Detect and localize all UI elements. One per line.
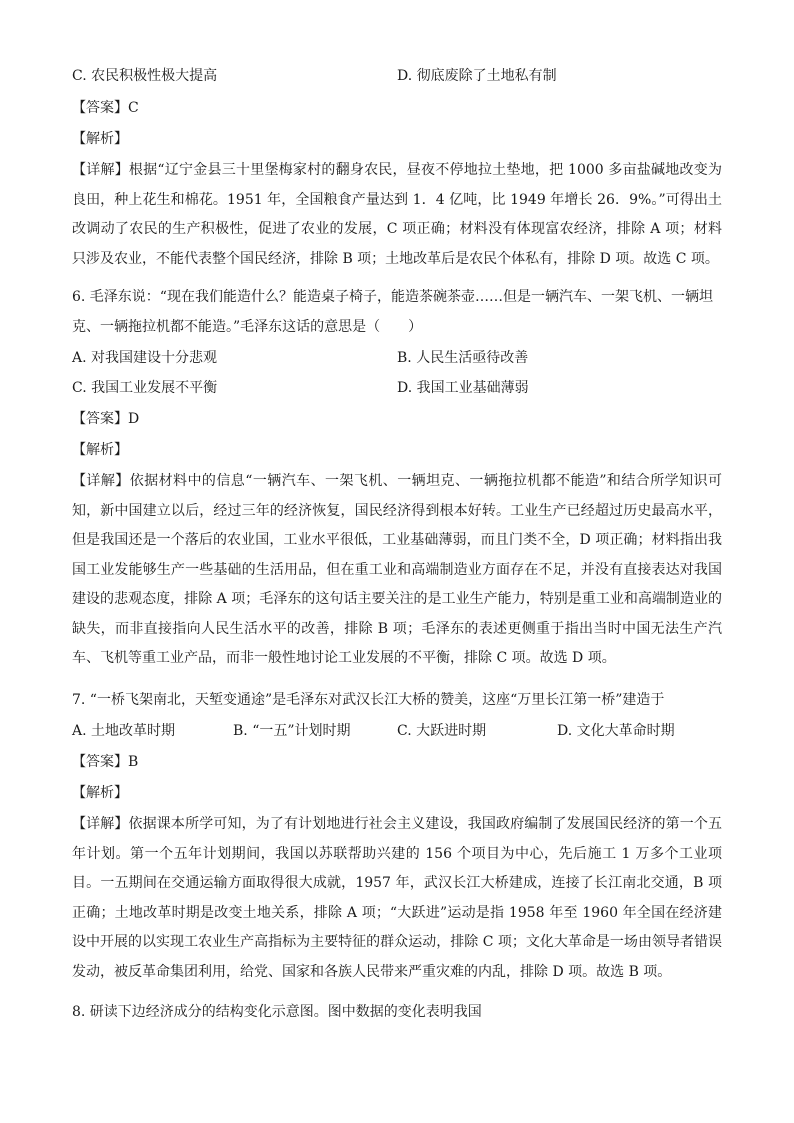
- q6-analysis-label: 【解析】: [72, 442, 128, 458]
- q6-answer: 【答案】D: [72, 411, 140, 427]
- q6-stem-line2: 克、一辆拖拉机都不能造。”毛泽东这话的意思是（ ）: [72, 319, 423, 335]
- q7-option-a: A. 土地改革时期: [72, 723, 176, 739]
- q5-detail: 【详解】根据“辽宁金县三十里堡梅家村的翻身农民，昼夜不停地拉土垫地，把 1000 多亩盐碱地改变为良田，种上花生和棉花。1951 年，全国粮食产量达到 1．4 亿吨，比 1949 年增长 26．9%。”可得出土改调动了农民的生产积极性，促进了农业的发展，C 项正确；材料没有体现富农经济，排除 A 项；材料只涉及农业，不能代表整个国民经济，排除 B 项；土地改革后是农民个体私有，排除 D 项。故选 C 项。: [72, 162, 722, 267]
- q8-stem: 8. 研读下边经济成分的结构变化示意图。图中数据的变化表明我国: [72, 1004, 482, 1020]
- q7-option-c: C. 大跃进时期: [397, 723, 487, 739]
- q6-option-a: A. 对我国建设十分悲观: [72, 350, 218, 366]
- q6-stem-line1: 6. 毛泽东说：“现在我们能造什么？能造桌子椅子，能造茶碗茶壶……但是一辆汽车、一架飞机、一辆坦: [72, 289, 713, 305]
- q5-option-d: D. 彻底废除了土地私有制: [397, 68, 557, 84]
- q7-analysis-label: 【解析】: [72, 785, 128, 801]
- q6-option-b: B. 人民生活亟待改善: [397, 350, 529, 366]
- q7-option-d: D. 文化大革命时期: [557, 723, 675, 739]
- q6-option-d: D. 我国工业基础薄弱: [397, 380, 529, 396]
- q5-answer: 【答案】C: [72, 100, 139, 116]
- q7-detail: 【详解】依据课本所学可知，为了有计划地进行社会主义建设，我国政府编制了发展国民经济的第一个五年计划。第一个五年计划期间，我国以苏联帮助兴建的 156 个项目为中心，先后施工 1 万多个工业项目。一五期间在交通运输方面取得很大成就，1957 年，武汉长江大桥建成，连接了长江南北交通，B 项正确；土地改革时期是改变土地关系，排除 A 项；“大跃进”运动是指 1958 年至 1960 年全国在经济建设中开展的以实现工农业生产高指标为主要特征的群众运动，排除 C 项；文化大革命是一场由领导者错误发动，被反革命集团利用，给党、国家和各族人民带来严重灾难的内乱，排除 D 项。故选 B 项。: [72, 816, 722, 980]
- q7-option-b: B. “一五”计划时期: [233, 723, 351, 739]
- q6-detail: 【详解】依据材料中的信息“一辆汽车、一架飞机、一辆坦克、一辆拖拉机都不能造”和结合所学知识可知，新中国建立以后，经过三年的经济恢复，国民经济得到根本好转。工业生产已经超过历史最高水平，但是我国还是一个落后的农业国，工业水平很低，工业基础薄弱，而且门类不全，D 项正确；材料指出我国工业发能够生产一些基础的生活用品，但在重工业和高端制造业方面存在不足，并没有直接表达对我国建设的悲观态度，排除 A 项；毛泽东的这句话主要关注的是工业生产能力，特别是重工业和高端制造业的缺失，而非直接指向人民生活水平的改善，排除 B 项；毛泽东的表述更侧重于指出当时中国无法生产汽车、飞机等重工业产品，而非一般性地讨论工业发展的不平衡，排除 C 项。故选 D 项。: [72, 473, 722, 666]
- q5-option-c: C. 农民积极性极大提高: [72, 68, 218, 84]
- q7-stem: 7. “一桥飞架南北，天堑变通途”是毛泽东对武汉长江大桥的赞美，这座“万里长江第一桥”建造于: [72, 692, 665, 708]
- q5-analysis-label: 【解析】: [72, 131, 128, 147]
- q7-answer: 【答案】B: [72, 754, 139, 770]
- q6-option-c: C. 我国工业发展不平衡: [72, 380, 218, 396]
